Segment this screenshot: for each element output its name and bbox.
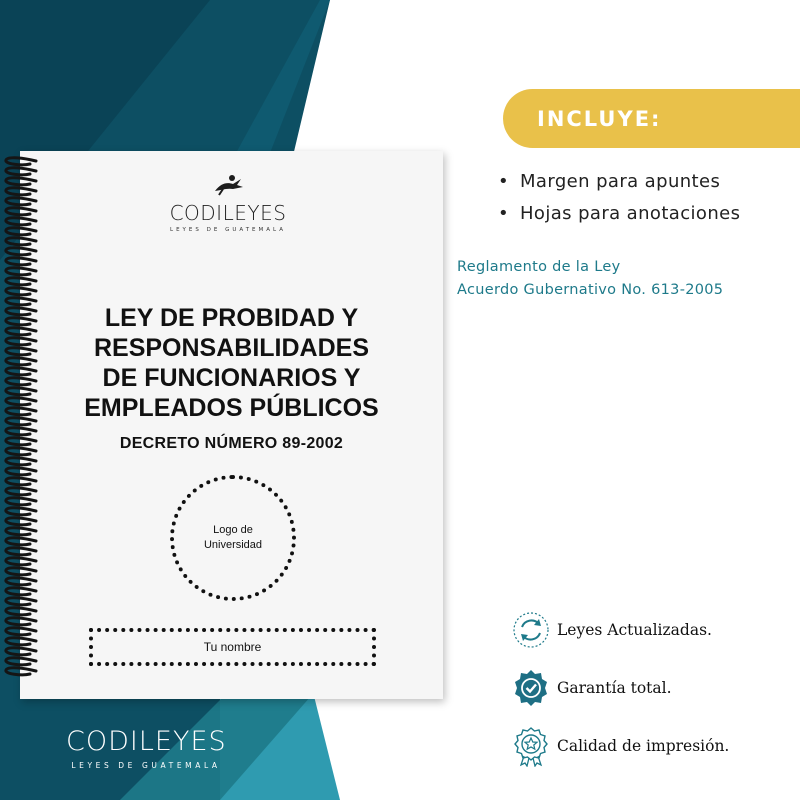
spiral-coil — [6, 558, 36, 565]
spiral-coil — [6, 168, 36, 175]
reglamento-note — [457, 256, 723, 302]
spiral-coil — [6, 668, 36, 675]
spiral-coil — [6, 228, 36, 235]
cover-logo — [163, 173, 293, 233]
includes-heading: INCLUYE: — [537, 106, 662, 131]
feature-item — [510, 662, 729, 714]
feature-label: Calidad de impresión. — [557, 737, 730, 755]
spiral-coil — [6, 548, 36, 555]
cover-title-line: RESPONSABILIDADES — [93, 334, 370, 362]
feature-list — [510, 604, 729, 778]
refresh-icon — [510, 609, 552, 651]
spiral-coil — [6, 598, 36, 605]
spiral-coil — [6, 638, 36, 645]
spiral-coil — [6, 498, 36, 505]
spiral-coil — [6, 568, 36, 575]
spiral-coil — [6, 328, 36, 335]
spiral-coil — [6, 348, 36, 355]
spiral-coil — [6, 608, 36, 615]
spiral-coil — [6, 588, 36, 595]
spiral-coil — [6, 198, 36, 205]
list-item: • Hojas para anotaciones — [498, 203, 741, 224]
spiral-coil — [6, 368, 36, 375]
list-item-label: Hojas para anotaciones — [520, 203, 741, 224]
footer-brand-name: CODILEYES — [66, 726, 227, 757]
spiral-coil — [6, 658, 36, 665]
spiral-coil — [6, 318, 36, 325]
includes-banner — [503, 89, 800, 148]
spiral-coil — [6, 248, 36, 255]
cover-brand-sub: LEYES DE GUATEMALA — [170, 227, 286, 233]
spiral-coil — [6, 508, 36, 515]
spiral-coil — [6, 578, 36, 585]
feature-label: Leyes Actualizadas. — [557, 621, 712, 639]
feature-item — [510, 604, 729, 656]
spiral-coil — [6, 388, 36, 395]
cover-decree: DECRETO NÚMERO 89-2002 — [119, 435, 344, 452]
spiral-coil — [6, 218, 36, 225]
reglamento-line: Reglamento de la Ley — [457, 259, 621, 275]
name-placeholder: Tu nombre — [203, 640, 262, 654]
spiral-coil — [6, 418, 36, 425]
spiral-coil — [6, 288, 36, 295]
spiral-coil — [6, 428, 36, 435]
spiral-binding — [0, 0, 46, 690]
spiral-coil — [6, 538, 36, 545]
list-item: • Margen para apuntes — [498, 171, 721, 192]
cover-brand: CODILEYES — [169, 201, 287, 225]
logo-placeholder-line: Logo de — [213, 524, 253, 536]
notebook-cover — [20, 151, 443, 699]
cover-title-line: DE FUNCIONARIOS Y — [102, 364, 361, 392]
cover-title — [20, 303, 443, 423]
spiral-coil — [6, 438, 36, 445]
spiral-coil — [6, 448, 36, 455]
spiral-coil — [6, 308, 36, 315]
feature-label: Garantía total. — [557, 679, 672, 697]
footer-brand-tagline: LEYES DE GUATEMALA — [71, 761, 221, 770]
feature-item — [510, 720, 729, 772]
logo-placeholder-line: Universidad — [203, 539, 263, 551]
spiral-coil — [6, 258, 36, 265]
name-placeholder-box — [89, 628, 376, 666]
cover-title-line: EMPLEADOS PÚBLICOS — [84, 394, 379, 422]
quality-ribbon-icon — [510, 725, 552, 767]
spiral-coil — [6, 238, 36, 245]
reglamento-line: Acuerdo Gubernativo No. 613-2005 — [457, 282, 724, 298]
spiral-coil — [6, 528, 36, 535]
spiral-coil — [6, 338, 36, 345]
spiral-coil — [6, 188, 36, 195]
spiral-coil — [6, 358, 36, 365]
footer-brand — [66, 726, 226, 770]
spiral-coil — [6, 518, 36, 525]
spiral-coil — [6, 268, 36, 275]
spiral-coil — [6, 378, 36, 385]
spiral-coil — [6, 158, 36, 165]
spiral-coil — [6, 208, 36, 215]
runner-icon — [211, 173, 245, 197]
spiral-coil — [6, 298, 36, 305]
spiral-coil — [6, 398, 36, 405]
spiral-coil — [6, 458, 36, 465]
includes-list — [498, 166, 740, 230]
spiral-coil — [6, 648, 36, 655]
spiral-coil — [6, 488, 36, 495]
university-logo-placeholder — [170, 475, 296, 601]
check-badge-icon — [510, 667, 552, 709]
spiral-coil — [6, 408, 36, 415]
spiral-coil — [6, 178, 36, 185]
spiral-coil — [6, 478, 36, 485]
spiral-coil — [6, 468, 36, 475]
spiral-coil — [6, 278, 36, 285]
list-item-label: Margen para apuntes — [520, 171, 721, 192]
spiral-coil — [6, 618, 36, 625]
cover-title-line: LEY DE PROBIDAD Y — [104, 304, 359, 332]
spiral-coil — [6, 628, 36, 635]
